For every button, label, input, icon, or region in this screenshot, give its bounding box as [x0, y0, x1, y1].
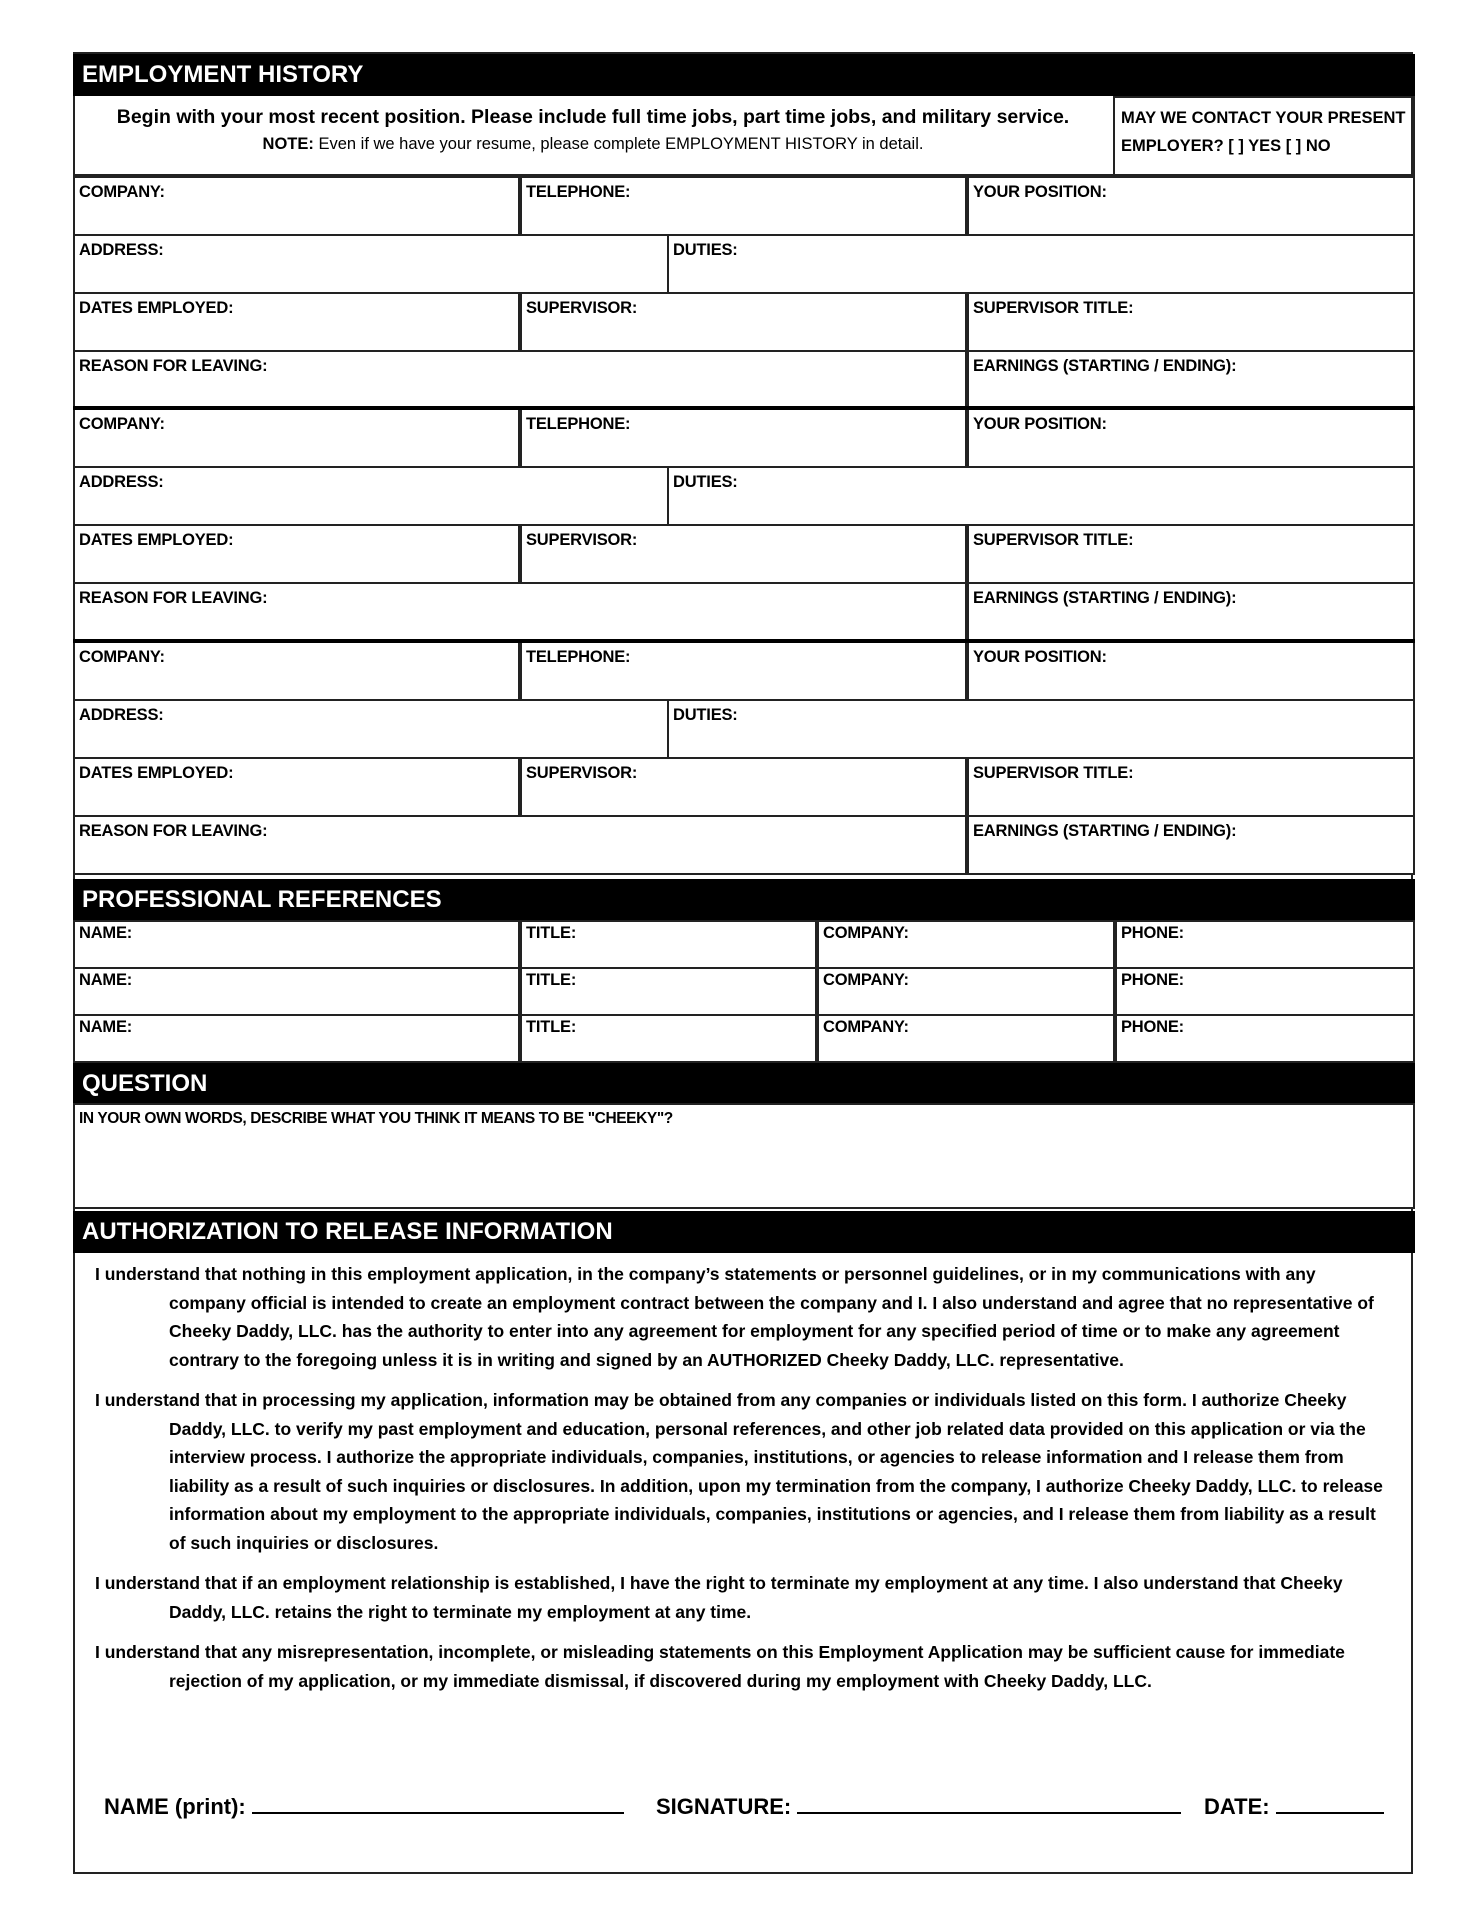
supervisor-title-label: SUPERVISOR TITLE: — [973, 764, 1134, 782]
authorization-paragraph: I understand that any misrepresentation, incomplete, or misleading statements on this Employment Application may be sufficient cause for immediate rejection of my application, or my immediate dismissal, if discovered during my employment with Cheeky Daddy, LLC. — [95, 1642, 1345, 1691]
cheeky-question-field[interactable] — [73, 1103, 1415, 1209]
signature-field[interactable] — [656, 1794, 1181, 1820]
address-field[interactable] — [73, 466, 669, 526]
signature-label: SIGNATURE: — [656, 1794, 792, 1819]
reference-company-label: COMPANY: — [823, 1018, 909, 1036]
position-label: YOUR POSITION: — [973, 183, 1107, 201]
reference-phone-field[interactable] — [1115, 920, 1415, 969]
reason-for-leaving-label: REASON FOR LEAVING: — [79, 589, 268, 607]
position-field[interactable] — [967, 408, 1415, 468]
employment-intro — [73, 96, 1113, 176]
position-field[interactable] — [967, 641, 1415, 701]
supervisor-title-label: SUPERVISOR TITLE: — [973, 299, 1134, 317]
reference-company-label: COMPANY: — [823, 924, 909, 942]
contact-employer-question: MAY WE CONTACT YOUR PRESENT — [1121, 109, 1406, 127]
supervisor-label: SUPERVISOR: — [526, 531, 638, 549]
earnings-field[interactable] — [967, 582, 1415, 642]
date-field[interactable] — [1204, 1794, 1384, 1820]
reason-for-leaving-field[interactable] — [73, 350, 967, 410]
reference-name-label: NAME: — [79, 924, 133, 942]
dates-employed-label: DATES EMPLOYED: — [79, 764, 234, 782]
reference-title-field[interactable] — [520, 1014, 817, 1063]
question-header: QUESTION — [73, 1063, 1415, 1105]
intro-note: NOTE: Even if we have your resume, please complete EMPLOYMENT HISTORY in detail. — [262, 135, 924, 153]
reference-name-label: NAME: — [79, 1018, 133, 1036]
supervisor-field[interactable] — [520, 757, 967, 817]
reference-phone-label: PHONE: — [1121, 924, 1184, 942]
authorization-paragraph: I understand that nothing in this employment application, in the company’s statements or personnel guidelines, or in my communications with any company official is intended to create an employment contract between the company and I. I also understand and agree that no representative of Cheeky Daddy, LLC. has the authority to enter into any agreement for employment for any specified period of time or to make any agreement contrary to the foregoing unless it is in writing and signed by an AUTHORIZED Cheeky Daddy, LLC. representative. — [95, 1264, 1374, 1370]
address-label: ADDRESS: — [79, 706, 164, 724]
cheeky-question-text: IN YOUR OWN WORDS, DESCRIBE WHAT YOU THINK IT MEANS TO BE "CHEEKY"? — [79, 1110, 673, 1127]
reference-phone-field[interactable] — [1115, 967, 1415, 1016]
supervisor-label: SUPERVISOR: — [526, 764, 638, 782]
telephone-label: TELEPHONE: — [526, 648, 631, 666]
earnings-field[interactable] — [967, 350, 1415, 410]
authorization-paragraph: I understand that if an employment relationship is established, I have the right to terminate my employment at any time. I also understand that Cheeky Daddy, LLC. retains the right to terminate my employment at any time. — [95, 1573, 1343, 1622]
dates-employed-label: DATES EMPLOYED: — [79, 299, 234, 317]
reference-company-field[interactable] — [817, 967, 1115, 1016]
contact-employer-options[interactable]: EMPLOYER? [ ] YES [ ] NO — [1121, 137, 1331, 155]
dates-employed-label: DATES EMPLOYED: — [79, 531, 234, 549]
address-label: ADDRESS: — [79, 473, 164, 491]
reference-name-field[interactable] — [73, 920, 520, 969]
supervisor-title-label: SUPERVISOR TITLE: — [973, 531, 1134, 549]
authorization-header: AUTHORIZATION TO RELEASE INFORMATION — [73, 1211, 1415, 1253]
reference-name-field[interactable] — [73, 1014, 520, 1063]
supervisor-title-field[interactable] — [967, 524, 1415, 584]
telephone-label: TELEPHONE: — [526, 415, 631, 433]
supervisor-field[interactable] — [520, 292, 967, 352]
reference-title-label: TITLE: — [526, 924, 577, 942]
telephone-field[interactable] — [520, 408, 967, 468]
duties-label: DUTIES: — [673, 241, 738, 259]
address-field[interactable] — [73, 699, 669, 759]
earnings-label: EARNINGS (STARTING / ENDING): — [973, 357, 1237, 375]
reference-title-label: TITLE: — [526, 1018, 577, 1036]
reason-for-leaving-label: REASON FOR LEAVING: — [79, 822, 268, 840]
address-label: ADDRESS: — [79, 241, 164, 259]
company-field[interactable] — [73, 408, 520, 468]
company-label: COMPANY: — [79, 648, 165, 666]
duties-field[interactable] — [667, 466, 1415, 526]
name-print-field[interactable] — [104, 1794, 624, 1820]
contact-employer-box[interactable] — [1113, 96, 1415, 176]
name-print-label: NAME (print): — [104, 1794, 246, 1819]
duties-field[interactable] — [667, 699, 1415, 759]
dates-employed-field[interactable] — [73, 524, 520, 584]
company-field[interactable] — [73, 176, 520, 236]
earnings-field[interactable] — [967, 815, 1415, 875]
intro-instructions: Begin with your most recent position. Please include full time jobs, part time jobs, and military service. — [116, 106, 1070, 128]
duties-label: DUTIES: — [673, 473, 738, 491]
telephone-field[interactable] — [520, 176, 967, 236]
reference-phone-field[interactable] — [1115, 1014, 1415, 1063]
telephone-field[interactable] — [520, 641, 967, 701]
company-field[interactable] — [73, 641, 520, 701]
authorization-text — [95, 1260, 1395, 1707]
reference-phone-label: PHONE: — [1121, 1018, 1184, 1036]
position-field[interactable] — [967, 176, 1415, 236]
duties-field[interactable] — [667, 234, 1415, 294]
position-label: YOUR POSITION: — [973, 648, 1107, 666]
company-label: COMPANY: — [79, 183, 165, 201]
reference-company-label: COMPANY: — [823, 971, 909, 989]
address-field[interactable] — [73, 234, 669, 294]
supervisor-title-field[interactable] — [967, 757, 1415, 817]
earnings-label: EARNINGS (STARTING / ENDING): — [973, 589, 1237, 607]
reference-name-label: NAME: — [79, 971, 133, 989]
references-header: PROFESSIONAL REFERENCES — [73, 879, 1415, 921]
reference-title-field[interactable] — [520, 920, 817, 969]
supervisor-label: SUPERVISOR: — [526, 299, 638, 317]
block-divider — [73, 406, 1415, 410]
supervisor-field[interactable] — [520, 524, 967, 584]
reference-phone-label: PHONE: — [1121, 971, 1184, 989]
telephone-label: TELEPHONE: — [526, 183, 631, 201]
reference-company-field[interactable] — [817, 920, 1115, 969]
reference-title-label: TITLE: — [526, 971, 577, 989]
date-label: DATE: — [1204, 1794, 1270, 1819]
reference-name-field[interactable] — [73, 967, 520, 1016]
position-label: YOUR POSITION: — [973, 415, 1107, 433]
reason-for-leaving-field[interactable] — [73, 582, 967, 642]
reference-title-field[interactable] — [520, 967, 817, 1016]
company-label: COMPANY: — [79, 415, 165, 433]
earnings-label: EARNINGS (STARTING / ENDING): — [973, 822, 1237, 840]
reason-for-leaving-label: REASON FOR LEAVING: — [79, 357, 268, 375]
authorization-paragraph: I understand that in processing my application, information may be obtained from any companies or individuals listed on this form. I authorize Cheeky Daddy, LLC. to verify my past employment and education, personal references, and other job related data provided on this application or via the interview process. I authorize the appropriate individuals, companies, institutions, or agencies to release information and I release them from liability as a result of such inquiries or disclosures. In addition, upon my termination from the company, I authorize Cheeky Daddy, LLC. to release information about my employment to the appropriate individuals, companies, institutions or agencies, and I release them from liability as a result of such inquiries or disclosures. — [95, 1390, 1383, 1553]
supervisor-title-field[interactable] — [967, 292, 1415, 352]
dates-employed-field[interactable] — [73, 292, 520, 352]
dates-employed-field[interactable] — [73, 757, 520, 817]
block-divider — [73, 639, 1415, 643]
reason-for-leaving-field[interactable] — [73, 815, 967, 875]
duties-label: DUTIES: — [673, 706, 738, 724]
reference-company-field[interactable] — [817, 1014, 1115, 1063]
employment-history-header: EMPLOYMENT HISTORY — [73, 54, 1415, 96]
